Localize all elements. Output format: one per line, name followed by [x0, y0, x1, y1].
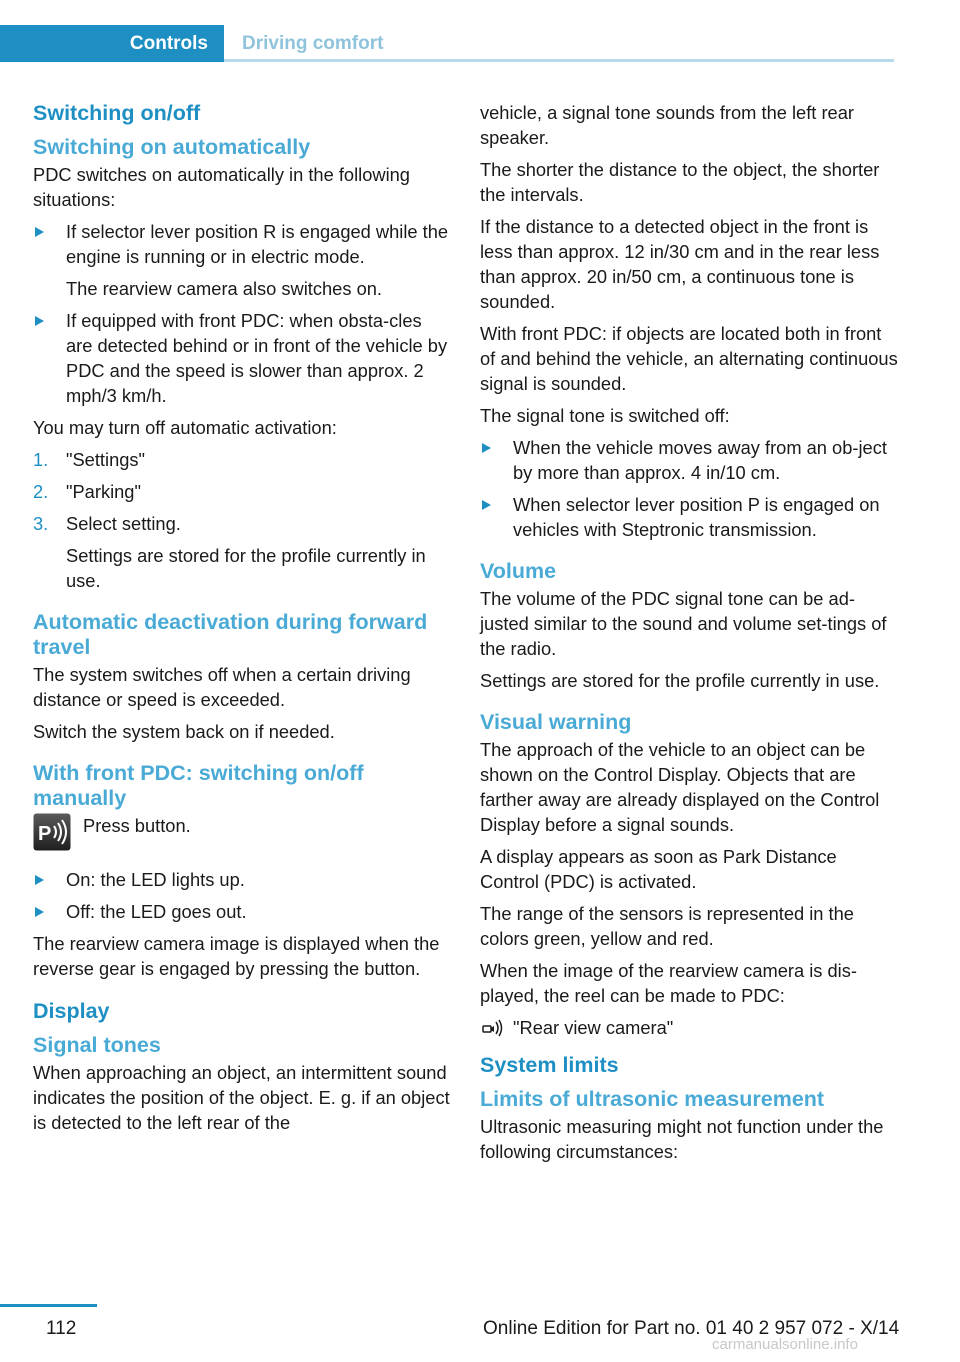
heading-switching: Switching on/off: [33, 101, 201, 125]
numbered-list: [33, 447, 451, 593]
step-number: 2.: [33, 481, 49, 502]
list-item: When selector lever position P is engaged on vehicles with Steptronic transmission.: [480, 492, 900, 542]
heading-system-limits: System limits: [480, 1053, 619, 1077]
step-text: "Parking": [66, 481, 141, 502]
heading-auto-on: Switching on automatically: [33, 135, 311, 159]
list-item: [33, 447, 451, 472]
list-item: If selector lever position R is engaged while the engine is running or in electric mode. The rearview camera also switches on.: [33, 219, 451, 301]
bullet-list: [33, 867, 451, 924]
step-text: Select setting.: [66, 513, 181, 534]
bullet-list: [33, 219, 451, 408]
press-button-row: [33, 813, 451, 853]
rear-camera-label: "Rear view camera": [513, 1017, 674, 1038]
list-item: Off: the LED goes out.: [33, 899, 451, 924]
list-item: If equipped with front PDC: when obsta‐cles are detected behind or in front of the vehicle by PDC and the speed is slower than approx. 2 mph/3 km/h.: [33, 308, 451, 408]
paragraph: Switch the system back on if needed.: [33, 721, 335, 742]
heading-visual-warning: Visual warning: [480, 710, 632, 734]
step-number: 3.: [33, 513, 49, 534]
paragraph: PDC switches on automatically in the following situations:: [33, 164, 410, 210]
step-number: 1.: [33, 449, 49, 470]
list-item: When the vehicle moves away from an ob‐ject by more than approx. 4 in/10 cm.: [480, 435, 900, 485]
paragraph: The volume of the PDC signal tone can be ad‐justed similar to the sound and volume set‐tings of the radio.: [480, 588, 887, 659]
heading-signal-tones: Signal tones: [33, 1033, 161, 1057]
svg-text:P: P: [38, 823, 52, 845]
left-column: [33, 100, 451, 1142]
watermark: carmanualsonline.info: [712, 1336, 858, 1353]
footer-divider: [0, 1304, 97, 1307]
list-item: [33, 511, 451, 593]
list-item-note: The rearview camera also switches on.: [66, 278, 382, 299]
step-text: "Settings": [66, 449, 146, 470]
header-divider: [224, 59, 894, 62]
bullet-list: [480, 435, 900, 542]
paragraph: Ultrasonic measuring might not function under the following circumstances:: [480, 1116, 884, 1162]
footer-edition: Online Edition for Part no. 01 40 2 957 072 - X/14: [483, 1318, 900, 1339]
heading-volume: Volume: [480, 559, 557, 583]
paragraph: When the image of the rearview camera is dis‐played, the reel can be made to PDC:: [480, 960, 857, 1006]
page-header: [0, 0, 960, 62]
pdc-button-icon: [33, 813, 71, 851]
paragraph: A display appears as soon as Park Distance Control (PDC) is activated.: [480, 846, 837, 892]
list-item: [33, 479, 451, 504]
paragraph: If the distance to a detected object in the front is less than approx. 12 in/30 cm and in the rear less than approx. 20 in/50 cm, a continuous tone is sounded.: [480, 216, 880, 312]
heading-display: Display: [33, 999, 110, 1023]
rear-camera-row: [480, 1015, 900, 1040]
press-button-text: Press button.: [83, 815, 191, 836]
paragraph: When approaching an object, an intermittent sound indicates the position of the object. E. g. if an object is detected to the left rear of the: [33, 1062, 450, 1133]
heading-front-pdc: With front PDC: switching on/off manually: [33, 761, 364, 810]
section-tab: Controls: [0, 25, 224, 62]
paragraph: The range of the sensors is represented in the colors green, yellow and red.: [480, 903, 854, 949]
list-item: On: the LED lights up.: [33, 867, 451, 892]
subsection-tab: Driving comfort: [242, 33, 384, 54]
page-number: 112: [46, 1318, 77, 1339]
paragraph: Settings are stored for the profile currently in use.: [480, 670, 880, 691]
step-note: Settings are stored for the profile currently in use.: [66, 545, 426, 591]
right-column: [480, 100, 900, 1171]
heading-auto-deactivation: Automatic deactivation during forward travel: [33, 610, 428, 659]
paragraph: The shorter the distance to the object, the shorter the intervals.: [480, 159, 880, 205]
paragraph: With front PDC: if objects are located both in front of and behind the vehicle, an alternating continuous signal is sounded.: [480, 323, 898, 394]
paragraph: The signal tone is switched off:: [480, 405, 730, 426]
paragraph: vehicle, a signal tone sounds from the left rear speaker.: [480, 102, 854, 148]
paragraph: The rearview camera image is displayed when the reverse gear is engaged by pressing the button.: [33, 933, 440, 979]
paragraph: The approach of the vehicle to an object can be shown on the Control Display. Objects that are farther away are already displayed on the Control Display before a signal sounds.: [480, 739, 880, 835]
heading-ultrasonic-limits: Limits of ultrasonic measurement: [480, 1087, 825, 1111]
paragraph: You may turn off automatic activation:: [33, 417, 337, 438]
rear-view-camera-icon: [480, 1018, 504, 1038]
paragraph: The system switches off when a certain driving distance or speed is exceeded.: [33, 664, 411, 710]
